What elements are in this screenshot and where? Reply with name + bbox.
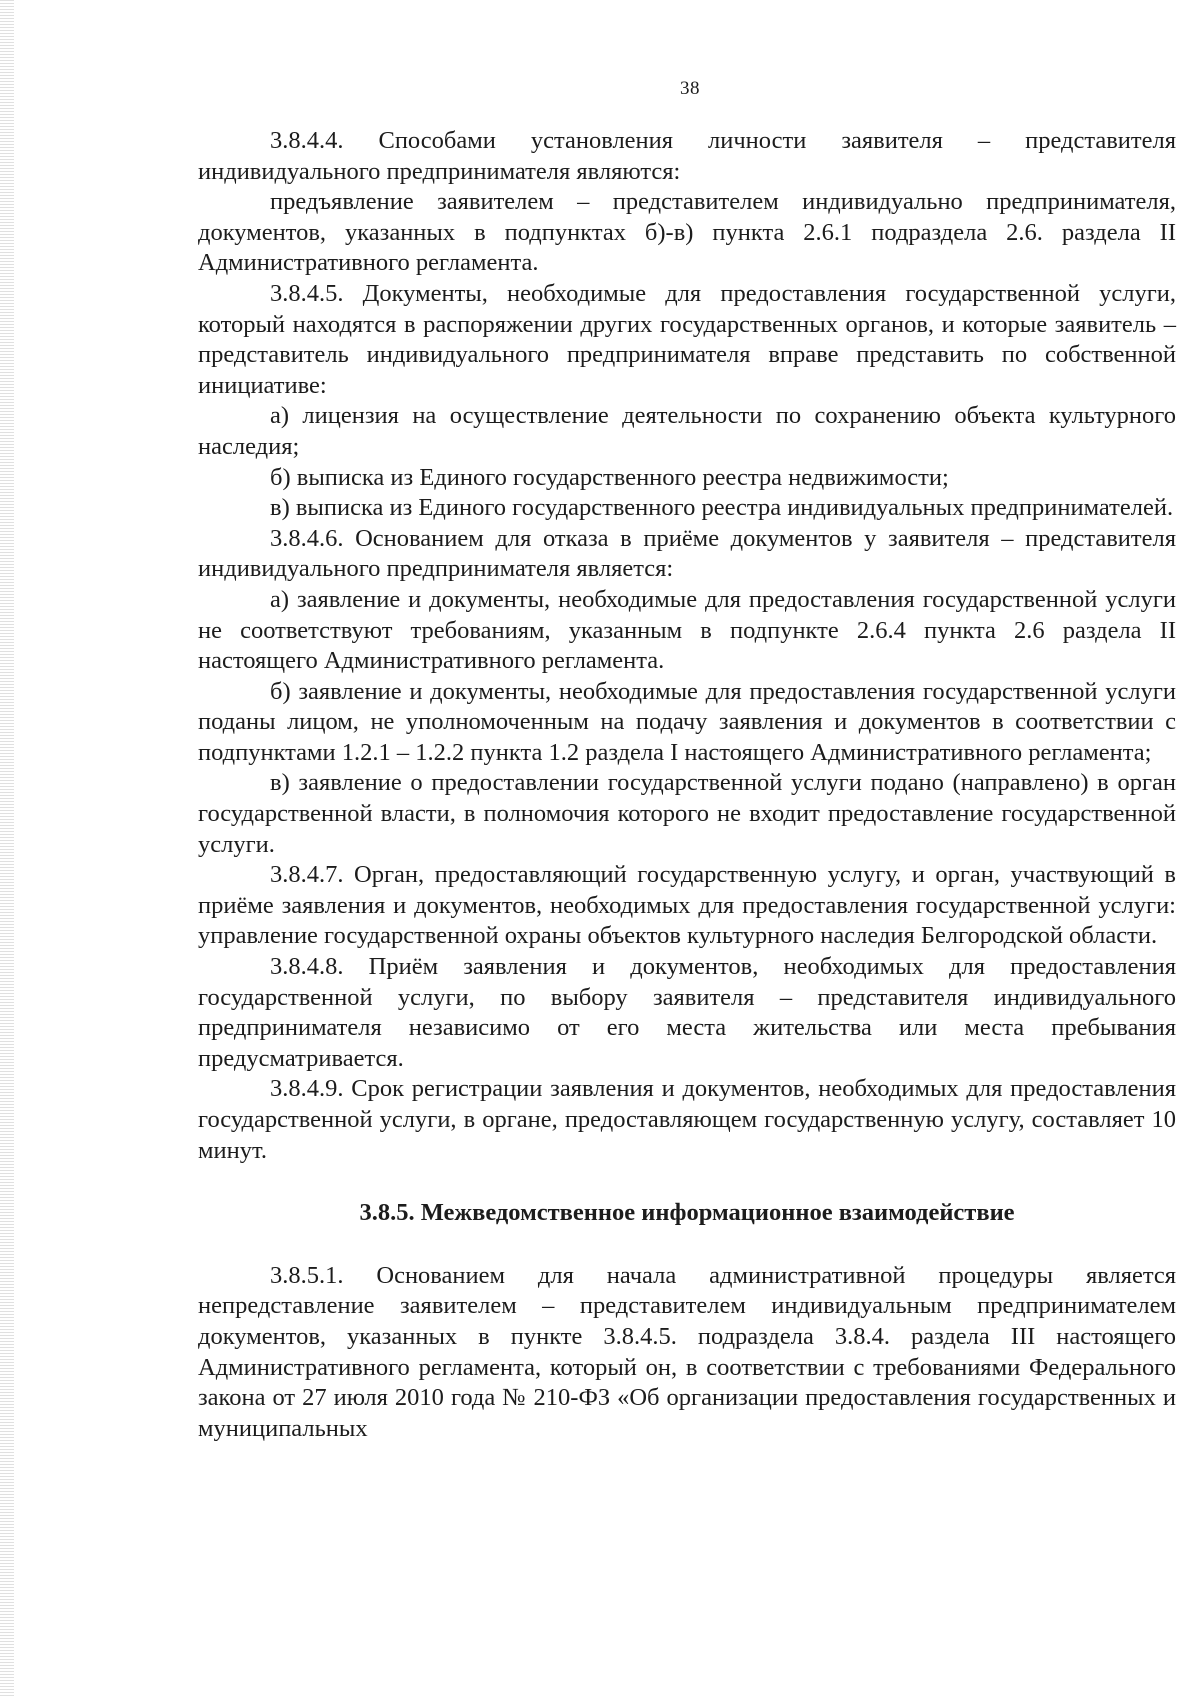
scan-edge-artifact <box>0 0 14 1697</box>
list-item-v-refusal: в) заявление о предоставлении государственной услуги подано (направлено) в орган государственной власти, в полномочия которого не входит предоставление государственной услуги. <box>198 769 1176 858</box>
paragraph-3-8-4-6: 3.8.4.6. Основанием для отказа в приёме документов у заявителя – представителя индивидуального предпринимателя является: <box>198 524 1176 583</box>
paragraph-3-8-4-4: 3.8.4.4. Способами установления личности заявителя – представителя индивидуального предпринимателя являются: <box>198 127 1176 185</box>
list-item-v-egrip: в) выписка из Единого государственного реестра индивидуальных предпринимателей. <box>270 494 1174 522</box>
paragraph-identity-document: предъявление заявителем – представителем индивидуально предпринимателя, документов, указанных в подпунктах б)-в) пункта 2.6.1 подраздела 2.6. раздела II Административного регламента. <box>198 188 1176 277</box>
list-item-a-refusal: а) заявление и документы, необходимые для предоставления государственной услуги не соответствуют требованиям, указанным в подпункте 2.6.4 пункта 2.6 раздела II настоящего Административного регламента. <box>198 585 1176 675</box>
paragraph-3-8-4-8: 3.8.4.8. Приём заявления и документов, необходимых для предоставления государственной услуги, по выбору заявителя – представителя индивидуального предпринимателя независимо от его места жительства или места пребывания предусматривается. <box>198 953 1176 1072</box>
paragraph-3-8-4-7: 3.8.4.7. Орган, предоставляющий государственную услугу, и орган, участвующий в приёме заявления и документов, необходимых для предоставления государственной услуги: управление государственной охраны объектов культурного наследия Белгородской области. <box>198 861 1176 950</box>
list-item-a-license: а) лицензия на осуществление деятельности по сохранению объекта культурного наследия; <box>198 402 1176 460</box>
list-item-b-egrn: б) выписка из Единого государственного реестра недвижимости; <box>270 463 949 491</box>
paragraph-3-8-5-1: 3.8.5.1. Основанием для начала административной процедуры является непредставление заявителем – представителем индивидуальным предпринимателем документов, указанных в пункте 3.8.4.5. подраздела 3.8.4. раздела III настоящего Административного регламента, который он, в соответствии с требованиями Федерального закона от 27 июля 2010 года № 210-ФЗ «Об организации предоставления государственных и муниципальных <box>198 1261 1176 1442</box>
list-item-b-refusal: б) заявление и документы, необходимые для предоставления государственной услуги поданы лицом, не уполномоченным на подачу заявления и документов в соответствии с подпунктами 1.2.1 – 1.2.2 пункта 1.2 раздела I настоящего Административного регламента; <box>198 677 1176 766</box>
paragraph-3-8-4-5: 3.8.4.5. Документы, необходимые для предоставления государственной услуги, который находятся в распоряжении других государственных органов, и которые заявитель – представитель индивидуального предпринимателя вправе представить по собственной инициативе: <box>198 279 1176 399</box>
document-body <box>198 126 1176 1444</box>
page-number: 38 <box>680 78 700 99</box>
paragraph-3-8-4-9: 3.8.4.9. Срок регистрации заявления и документов, необходимых для предоставления государственной услуги, в органе, предоставляющем государственную услугу, составляет 10 минут. <box>198 1075 1176 1164</box>
section-heading: 3.8.5. Межведомственное информационное взаимодействие <box>359 1199 1015 1227</box>
